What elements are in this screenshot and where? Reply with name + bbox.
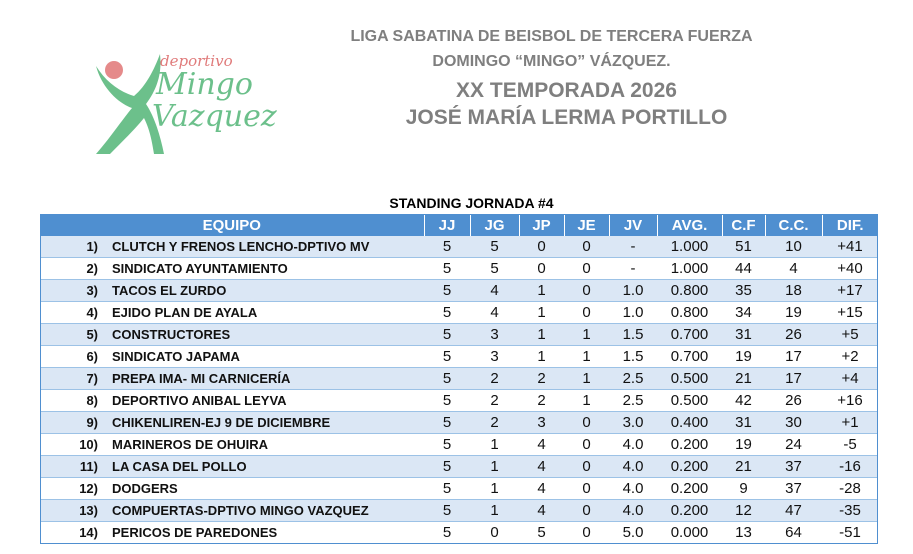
table-row	[40, 434, 878, 456]
cell-jp: 4	[519, 500, 564, 522]
table-row	[40, 346, 878, 368]
cell-jv: 1.0	[609, 280, 657, 302]
cell-pos: 9)	[40, 412, 112, 434]
cell-jg: 0	[470, 522, 519, 544]
cell-jg: 5	[470, 236, 519, 258]
cell-jp: 3	[519, 412, 564, 434]
cell-jv: 2.5	[609, 390, 657, 412]
cell-dif: -16	[822, 456, 878, 478]
col-header-equipo: EQUIPO	[40, 214, 424, 236]
cell-jg: 2	[470, 412, 519, 434]
cell-team: TACOS EL ZURDO	[112, 280, 424, 302]
cell-dif: +5	[822, 324, 878, 346]
cell-jg: 1	[470, 500, 519, 522]
cell-jv: 1.5	[609, 346, 657, 368]
table-row	[40, 368, 878, 390]
cell-je: 1	[564, 390, 609, 412]
cell-dif: +15	[822, 302, 878, 324]
cell-pos: 12)	[40, 478, 112, 500]
cell-cf: 31	[722, 324, 765, 346]
cell-dif: +2	[822, 346, 878, 368]
col-header-jp: JP	[519, 214, 564, 236]
table-row	[40, 236, 878, 258]
cell-team: LA CASA DEL POLLO	[112, 456, 424, 478]
cell-je: 0	[564, 500, 609, 522]
cell-pos: 2)	[40, 258, 112, 280]
cell-jg: 3	[470, 324, 519, 346]
cell-jv: 4.0	[609, 500, 657, 522]
col-header-je: JE	[564, 214, 609, 236]
cell-cf: 21	[722, 456, 765, 478]
cell-avg: 0.200	[657, 456, 722, 478]
cell-dif: +1	[822, 412, 878, 434]
cell-je: 0	[564, 522, 609, 544]
cell-jj: 5	[424, 522, 470, 544]
cell-je: 0	[564, 258, 609, 280]
cell-avg: 0.000	[657, 522, 722, 544]
cell-team: DODGERS	[112, 478, 424, 500]
cell-cc: 47	[765, 500, 822, 522]
cell-cf: 12	[722, 500, 765, 522]
cell-je: 0	[564, 434, 609, 456]
cell-jj: 5	[424, 346, 470, 368]
cell-cc: 64	[765, 522, 822, 544]
cell-pos: 8)	[40, 390, 112, 412]
cell-jv: -	[609, 258, 657, 280]
cell-jg: 1	[470, 478, 519, 500]
cell-pos: 13)	[40, 500, 112, 522]
col-header-avg: AVG.	[657, 214, 722, 236]
cell-pos: 1)	[40, 236, 112, 258]
cell-avg: 0.700	[657, 324, 722, 346]
cell-jp: 2	[519, 390, 564, 412]
cell-cf: 44	[722, 258, 765, 280]
table-row	[40, 324, 878, 346]
cell-pos: 7)	[40, 368, 112, 390]
standing-title: STANDING JORNADA #4	[389, 195, 554, 211]
cell-team: SINDICATO JAPAMA	[112, 346, 424, 368]
cell-je: 1	[564, 324, 609, 346]
cell-jg: 1	[470, 434, 519, 456]
cell-jv: -	[609, 236, 657, 258]
season-title: XX TEMPORADA 2026	[456, 79, 677, 102]
logo-line1: Mingo	[156, 67, 253, 102]
cell-dif: +16	[822, 390, 878, 412]
cell-jp: 1	[519, 302, 564, 324]
cell-jv: 4.0	[609, 478, 657, 500]
cell-je: 0	[564, 412, 609, 434]
cell-jp: 1	[519, 324, 564, 346]
cell-jp: 0	[519, 258, 564, 280]
cell-team: SINDICATO AYUNTAMIENTO	[112, 258, 424, 280]
cell-jg: 4	[470, 280, 519, 302]
cell-cc: 26	[765, 390, 822, 412]
col-header-jv: JV	[609, 214, 657, 236]
cell-jj: 5	[424, 368, 470, 390]
cell-cc: 17	[765, 346, 822, 368]
cell-dif: +40	[822, 258, 878, 280]
cell-cf: 19	[722, 434, 765, 456]
cell-team: MARINEROS DE OHUIRA	[112, 434, 424, 456]
cell-avg: 0.400	[657, 412, 722, 434]
table-row	[40, 478, 878, 500]
table-row	[40, 280, 878, 302]
cell-jj: 5	[424, 302, 470, 324]
cell-jg: 1	[470, 456, 519, 478]
cell-cf: 34	[722, 302, 765, 324]
cell-cf: 31	[722, 412, 765, 434]
cell-jp: 0	[519, 236, 564, 258]
cell-cc: 37	[765, 478, 822, 500]
cell-team: COMPUERTAS-DPTIVO MINGO VAZQUEZ	[112, 500, 424, 522]
cell-jp: 2	[519, 368, 564, 390]
cell-cc: 24	[765, 434, 822, 456]
cell-jv: 2.5	[609, 368, 657, 390]
cell-dif: -51	[822, 522, 878, 544]
cell-team: CONSTRUCTORES	[112, 324, 424, 346]
cell-cf: 9	[722, 478, 765, 500]
cell-cc: 19	[765, 302, 822, 324]
standings-header-row	[40, 214, 878, 236]
cell-jp: 1	[519, 280, 564, 302]
cell-avg: 0.500	[657, 368, 722, 390]
cell-jv: 4.0	[609, 434, 657, 456]
cell-je: 0	[564, 280, 609, 302]
cell-jv: 1.0	[609, 302, 657, 324]
cell-avg: 0.800	[657, 302, 722, 324]
cell-avg: 0.200	[657, 500, 722, 522]
cell-jg: 3	[470, 346, 519, 368]
cell-cc: 37	[765, 456, 822, 478]
cell-dif: -5	[822, 434, 878, 456]
cell-cf: 21	[722, 368, 765, 390]
cell-jj: 5	[424, 280, 470, 302]
cell-jj: 5	[424, 236, 470, 258]
cell-dif: +4	[822, 368, 878, 390]
standings-table	[40, 214, 878, 544]
cell-avg: 0.200	[657, 434, 722, 456]
cell-jj: 5	[424, 390, 470, 412]
cell-pos: 5)	[40, 324, 112, 346]
league-title: LIGA SABATINA DE BEISBOL DE TERCERA FUERZA	[350, 28, 753, 45]
table-row	[40, 500, 878, 522]
cell-pos: 4)	[40, 302, 112, 324]
cell-dif: -28	[822, 478, 878, 500]
col-header-dif: DIF.	[822, 214, 878, 236]
cell-team: PREPA IMA- MI CARNICERÍA	[112, 368, 424, 390]
cell-jj: 5	[424, 324, 470, 346]
cell-avg: 0.800	[657, 280, 722, 302]
cell-cf: 35	[722, 280, 765, 302]
table-row	[40, 522, 878, 544]
cell-jg: 5	[470, 258, 519, 280]
cell-cc: 18	[765, 280, 822, 302]
cell-team: DEPORTIVO ANIBAL LEYVA	[112, 390, 424, 412]
cell-team: CHIKENLIREN-EJ 9 DE DICIEMBRE	[112, 412, 424, 434]
cell-avg: 1.000	[657, 258, 722, 280]
cell-jg: 4	[470, 302, 519, 324]
cell-jj: 5	[424, 412, 470, 434]
cell-team: CLUTCH Y FRENOS LENCHO-DPTIVO MV	[112, 236, 424, 258]
cell-jg: 2	[470, 390, 519, 412]
cell-dif: -35	[822, 500, 878, 522]
cell-cc: 17	[765, 368, 822, 390]
cell-jv: 4.0	[609, 456, 657, 478]
league-subtitle: DOMINGO “MINGO” VÁZQUEZ.	[432, 53, 671, 70]
cell-cc: 4	[765, 258, 822, 280]
cell-avg: 0.700	[657, 346, 722, 368]
col-header-jg: JG	[470, 214, 519, 236]
cell-cc: 30	[765, 412, 822, 434]
table-row	[40, 456, 878, 478]
cell-jp: 4	[519, 478, 564, 500]
cell-cf: 19	[722, 346, 765, 368]
cell-cc: 10	[765, 236, 822, 258]
table-row	[40, 258, 878, 280]
table-row	[40, 302, 878, 324]
cell-pos: 14)	[40, 522, 112, 544]
cell-jj: 5	[424, 500, 470, 522]
cell-team: EJIDO PLAN DE AYALA	[112, 302, 424, 324]
table-row	[40, 412, 878, 434]
cell-jp: 1	[519, 346, 564, 368]
cell-pos: 3)	[40, 280, 112, 302]
cell-cf: 13	[722, 522, 765, 544]
cell-je: 0	[564, 456, 609, 478]
cell-avg: 0.200	[657, 478, 722, 500]
cell-pos: 6)	[40, 346, 112, 368]
cell-pos: 11)	[40, 456, 112, 478]
cell-je: 0	[564, 478, 609, 500]
col-header-cf: C.F	[722, 214, 765, 236]
cell-avg: 0.500	[657, 390, 722, 412]
cell-je: 1	[564, 346, 609, 368]
col-header-cc: C.C.	[765, 214, 822, 236]
logo-small-text: deportivo	[160, 52, 233, 70]
cell-jj: 5	[424, 456, 470, 478]
cell-jv: 5.0	[609, 522, 657, 544]
cell-dif: +41	[822, 236, 878, 258]
table-row	[40, 390, 878, 412]
cell-jj: 5	[424, 478, 470, 500]
cell-jg: 2	[470, 368, 519, 390]
cell-jp: 4	[519, 456, 564, 478]
logo-line2: Vazquez	[152, 99, 277, 134]
cell-je: 0	[564, 302, 609, 324]
cell-team: PERICOS DE PAREDONES	[112, 522, 424, 544]
cell-dif: +17	[822, 280, 878, 302]
cell-cf: 42	[722, 390, 765, 412]
cell-jj: 5	[424, 434, 470, 456]
col-header-jj: JJ	[424, 214, 470, 236]
cell-avg: 1.000	[657, 236, 722, 258]
cell-jv: 3.0	[609, 412, 657, 434]
cell-pos: 10)	[40, 434, 112, 456]
cell-je: 0	[564, 236, 609, 258]
cell-jp: 5	[519, 522, 564, 544]
season-dedication: JOSÉ MARÍA LERMA PORTILLO	[405, 106, 728, 129]
cell-jv: 1.5	[609, 324, 657, 346]
cell-cf: 51	[722, 236, 765, 258]
cell-jp: 4	[519, 434, 564, 456]
cell-je: 1	[564, 368, 609, 390]
cell-jj: 5	[424, 258, 470, 280]
cell-cc: 26	[765, 324, 822, 346]
